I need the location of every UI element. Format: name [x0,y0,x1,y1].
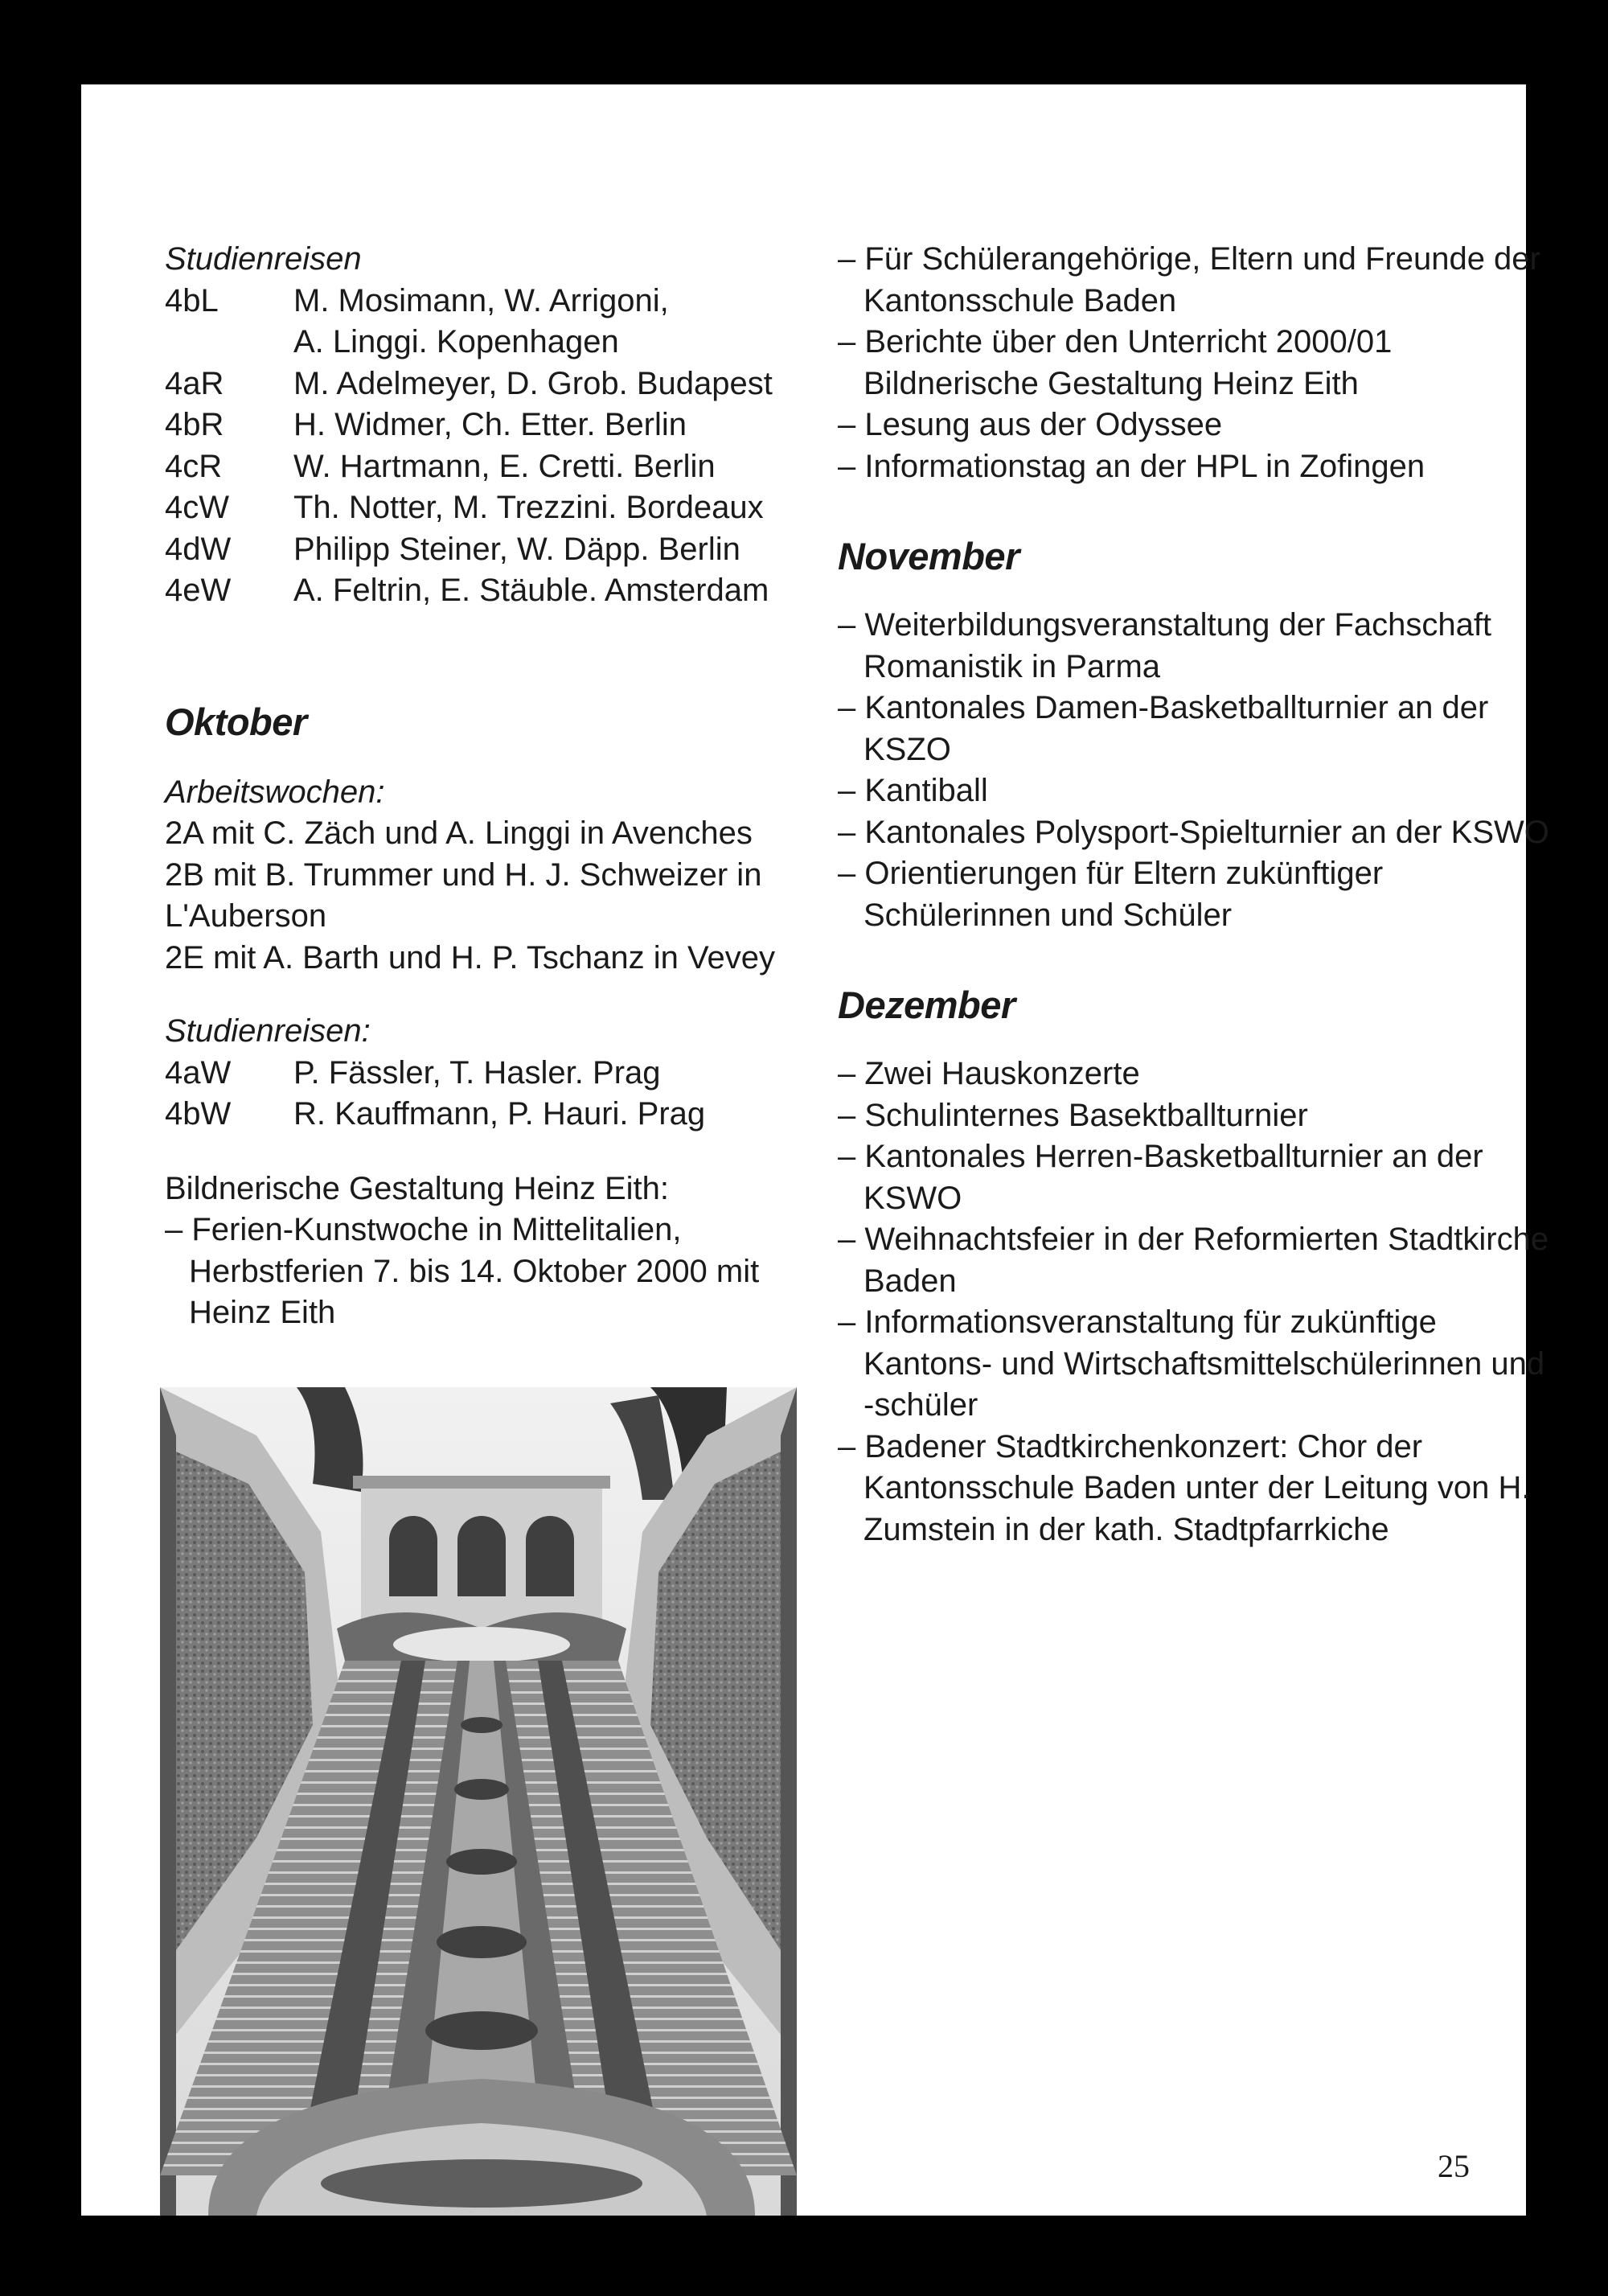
list-item: 4eW A. Feltrin, E. Stäuble. Amsterdam [165,573,769,608]
list-item: 2A mit C. Zäch und A. Linggi in Avenches [165,815,753,851]
list-item: – Informationstag an der HPL in Zofingen [838,448,1425,484]
document-page [81,84,1549,2216]
list-item: 2B mit B. Trummer und H. J. Schweizer in [165,856,762,893]
section-title-dezember: Dezember [838,984,1015,1026]
villa-cascade-photo [160,1387,797,2216]
list-item: 2E mit A. Barth und H. P. Tschanz in Vevey [165,939,775,975]
list-item: – Orientierungen für Eltern zukünftiger Schülerinnen und Schüler [838,856,1384,933]
list-item: – Kantonales Herren-Basketballturnier an der KSWO [838,1139,1483,1216]
list-item: 4bR H. Widmer, Ch. Etter. Berlin [165,407,687,442]
page-number: 25 [1438,2148,1470,2184]
list-item: – Schulinternes Basektballturnier [838,1097,1308,1133]
list-item: – Ferien-Kunstwoche in Mittelitalien, Herbstferien 7. bis 14. Oktober 2000 mit Heinz Eith [165,1212,760,1330]
right-column [838,239,1561,1551]
list-item: 4bL M. Mosimann, W. Arrigoni, [165,282,669,318]
list-item: – Badener Stadtkirchenkonzert: Chor der Kantonsschule Baden unter der Leitung von H. Zumstein in der kath. Stadtpfarrkiche [838,1428,1531,1547]
list-item-continuation: A. Linggi. Kopenhagen [293,324,619,359]
list-item: 4cW Th. Notter, M. Trezzini. Bordeaux [165,490,764,525]
list-item: – Zwei Hauskonzerte [838,1056,1140,1091]
arbeitswochen-heading: Arbeitswochen: [165,774,385,810]
left-column [165,239,832,1334]
list-item: 4aW P. Fässler, T. Hasler. Prag [165,1054,661,1090]
list-item: – Für Schülerangehörige, Eltern und Freunde der Kantonsschule Baden [838,241,1540,318]
studienreisen-heading: Studienreisen: [165,1013,371,1049]
list-item: 4aR M. Adelmeyer, D. Grob. Budapest [165,365,773,401]
studienreisen-heading: Studienreisen [165,241,362,277]
list-item: – Weihnachtsfeier in der Reformierten Stadtkirche Baden [838,1222,1549,1299]
list-item: – Kantonales Damen-Basketballturnier an der KSZO [838,690,1489,767]
section-title-oktober: Oktober [165,700,307,743]
list-item: – Berichte über den Unterricht 2000/01 Bildnerische Gestaltung Heinz Eith [838,324,1393,401]
list-item: 4dW Philipp Steiner, W. Däpp. Berlin [165,531,740,567]
bildnerisch-heading: Bildnerische Gestaltung Heinz Eith: [165,1170,669,1206]
list-item: – Informationsveranstaltung für zukünftige Kantons- und Wirtschaftsmittelschülerinnen und -schüler [838,1304,1545,1423]
list-item: – Kantonales Polysport-Spielturnier an der KSWO [838,814,1549,850]
list-item: 4bW R. Kauffmann, P. Hauri. Prag [165,1096,706,1132]
list-item: 4cR W. Hartmann, E. Cretti. Berlin [165,448,716,484]
list-item: – Lesung aus der Odyssee [838,407,1223,442]
list-item: – Kantiball [838,773,988,808]
section-title-november: November [838,535,1019,577]
list-item: – Weiterbildungsveranstaltung der Fachschaft Romanistik in Parma [838,607,1492,684]
list-item: L'Auberson [165,898,327,934]
